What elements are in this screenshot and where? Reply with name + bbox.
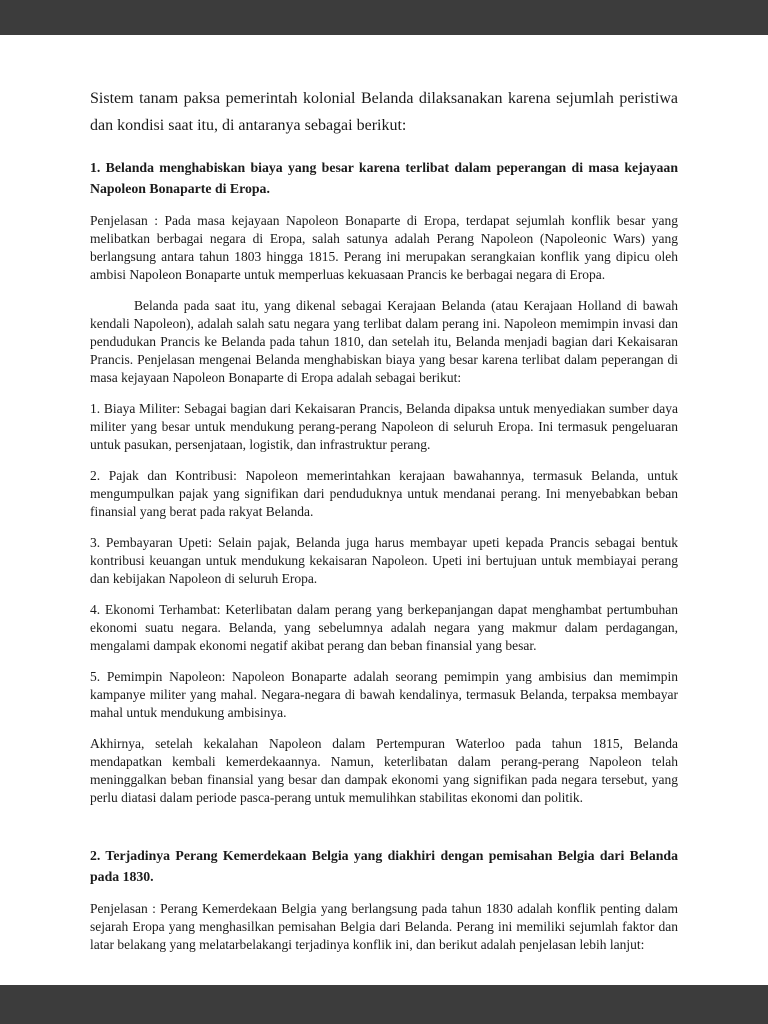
section-1-point-1: 1. Biaya Militer: Sebagai bagian dari Kekaisaran Prancis, Belanda dipaksa untuk menyediakan sumber daya militer yang besar untuk mendukung perang-perang Napoleon di seluruh Eropa. Ini termasuk pengeluaran untuk pasukan, persenjataan, logistik, dan infrastruktur perang. (90, 401, 678, 452)
section-1-heading: 1. Belanda menghabiskan biaya yang besar karena terlibat dalam peperangan di masa kejayaan Napoleon Bonaparte di Eropa. (90, 160, 678, 196)
section-2-heading: 2. Terjadinya Perang Kemerdekaan Belgia yang diakhiri dengan pemisahan Belgia dari Belanda pada 1830. (90, 848, 678, 884)
document-page (0, 35, 768, 985)
section-1-point-4: 4. Ekonomi Terhambat: Keterlibatan dalam perang yang berkepanjangan dapat menghambat pertumbuhan ekonomi suatu negara. Belanda, yang sebelumnya adalah negara yang makmur dalam perdagangan, mengalami dampak ekonomi negatif akibat perang dan beban finansial yang besar. (90, 602, 678, 653)
section-1-conclusion: Akhirnya, setelah kekalahan Napoleon dalam Pertempuran Waterloo pada tahun 1815, Belanda mendapatkan kembali kemerdekaannya. Namun, keterlibatan dalam perang-perang Napoleon telah meninggalkan beban finansial yang besar dan dampak ekonomi yang signifikan pada negara tersebut, yang perlu diatasi dalam periode pasca-perang untuk memulihkan stabilitas ekonomi dan politik. (90, 736, 678, 805)
viewer-background-top (0, 0, 768, 35)
section-1-point-2: 2. Pajak dan Kontribusi: Napoleon memerintahkan kerajaan bawahannya, termasuk Belanda, untuk mengumpulkan pajak yang signifikan dari penduduknya untuk mendanai perang. Ini menyebabkan beban finansial yang berat pada rakyat Belanda. (90, 468, 678, 519)
document-intro: Sistem tanam paksa pemerintah kolonial Belanda dilaksanakan karena sejumlah peristiwa dan kondisi saat itu, di antaranya sebagai berikut: (90, 90, 678, 134)
section-2-explanation: Penjelasan : Perang Kemerdekaan Belgia yang berlangsung pada tahun 1830 adalah konflik penting dalam sejarah Eropa yang menghasilkan pemisahan Belgia dari Belanda. Perang ini memiliki sejumlah faktor dan latar belakang yang melatarbelakangi terjadinya konflik ini, dan berikut adalah penjelasan lebih lanjut: (90, 901, 678, 952)
section-1-explanation: Penjelasan : Pada masa kejayaan Napoleon Bonaparte di Eropa, terdapat sejumlah konflik besar yang melibatkan berbagai negara di Eropa, salah satunya adalah Perang Napoleon (Napoleonic Wars) yang berlangsung antara tahun 1803 hingga 1815. Perang ini merupakan serangkaian konflik yang dipicu oleh ambisi Napoleon Bonaparte untuk memperluas kekuasaan Prancis ke berbagai negara di Eropa. (90, 213, 678, 282)
document-content (90, 85, 678, 967)
section-1-context: Belanda pada saat itu, yang dikenal sebagai Kerajaan Belanda (atau Kerajaan Holland di bawah kendali Napoleon), adalah salah satu negara yang terlibat dalam perang ini. Napoleon memimpin invasi dan pendudukan Prancis ke Belanda pada tahun 1810, dan setelah itu, Belanda menjadi bagian dari Kekaisaran Prancis. Penjelasan mengenai Belanda menghabiskan biaya yang besar karena terlibat dalam peperangan di masa kejayaan Napoleon Bonaparte di Eropa adalah sebagai berikut: (90, 298, 678, 385)
section-1-point-3: 3. Pembayaran Upeti: Selain pajak, Belanda juga harus membayar upeti kepada Prancis sebagai bentuk kontribusi keuangan untuk mendukung kekaisaran Napoleon. Upeti ini bertujuan untuk membiayai perang dan kebijakan Napoleon di seluruh Eropa. (90, 535, 678, 586)
viewer-background-bottom (0, 985, 768, 1024)
section-1-point-5: 5. Pemimpin Napoleon: Napoleon Bonaparte adalah seorang pemimpin yang ambisius dan memimpin kampanye militer yang mahal. Negara-negara di bawah kendalinya, termasuk Belanda, terpaksa membayar mahal untuk mendukung ambisinya. (90, 669, 678, 720)
